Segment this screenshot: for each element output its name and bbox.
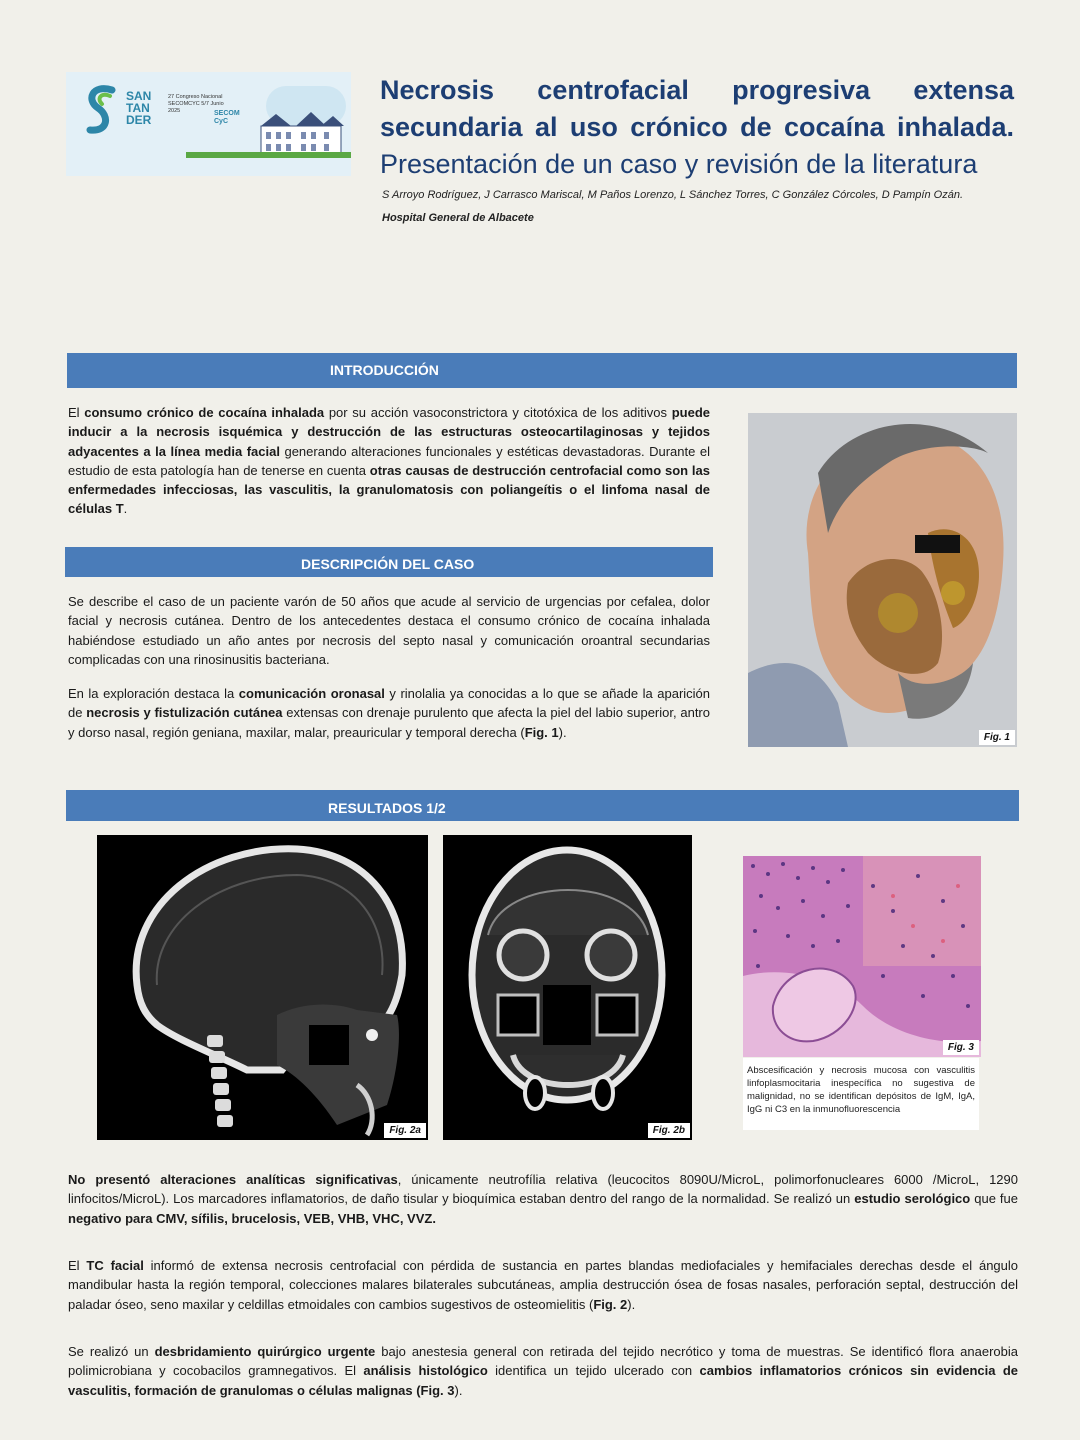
caso-paragraph-1: Se describe el caso de un paciente varón de 50 años que acude al servicio de urgencias por cefalea, dolor facial y necrosis cutánea. Dentro de los antecedentes destaca el consumo crónico de cocaína inhalada habiéndose estudiado un año antes por necrosis del septo nasal y comunicación oroantral secundarias complicadas con una rinosinusitis bacteriana. [68, 594, 710, 667]
results-paragraph-1: No presentó alteraciones analíticas significativas, únicamente neutrofília relativa (leucocitos 8090U/MicroL, polimorfonucleares 6000 /MicroL, 1290 linfocitos/MicroL). Los marcadores inflamatorios, de daño tisular y bioquímica estaban dentro del rango de la normalidad. Se realizó un estudio serológico que fue negativo para CMV, sífilis, brucelosis, VEB, VHB, VHC, VVZ. [68, 1172, 1018, 1226]
banner-society: SECOM CyC [214, 110, 240, 125]
fig2b-label: Fig. 2b [648, 1123, 690, 1138]
fig1-label: Fig. 1 [979, 730, 1015, 745]
poster-authors: S Arroyo Rodríguez, J Carrasco Mariscal, M Paños Lorenzo, L Sánchez Torres, C González Córcoles, D Pampín Ozán. [382, 189, 964, 201]
histology-illustration-icon [743, 856, 981, 1057]
banner-brand: SAN TAN DER [126, 89, 152, 127]
banner-congress: 27 Congreso Nacional SECOMCYC 5/7 Junio 2025 [168, 94, 224, 114]
poster-title: Necrosis centrofacial progresiva extensa secundaria al uso crónico de cocaína inhalada. [380, 75, 1014, 142]
poster-subtitle: Presentación de un caso y revisión de la literatura [380, 149, 978, 179]
sagittal-ct-illustration-icon [97, 835, 428, 1140]
banner-ribbon [186, 152, 351, 158]
figure-2b-coronal-ct [443, 835, 692, 1140]
figure-1-patient-photo [748, 413, 1017, 747]
section-title-resultados: RESULTADOS 1/2 [328, 800, 446, 816]
congress-logo-icon [82, 82, 122, 138]
patient-face-illustration-icon [748, 413, 1017, 747]
fig3-caption: Abscesificación y necrosis mucosa con vasculitis linfoplasmocitaria inespecífica no sugestiva de malignidad, no se identifican depósitos de IgM, IgA, IgG ni C3 en la inmunofluorescencia [743, 1058, 979, 1130]
figure-2a-sagittal-ct [97, 835, 428, 1140]
poster-hospital: Hospital General de Albacete [382, 212, 534, 224]
figure-3-histology [743, 856, 981, 1057]
results-paragraph-3: Se realizó un desbridamiento quirúrgico urgente bajo anestesia general con retirada del tejido necrótico y toma de muestras. Se identificó flora anaerobia polimicrobiana y cocobacilos gramnegativos. El análisis histológico identifica un tejido ulcerado con cambios inflamatorios crónicos sin evidencia de vasculitis, formación de granulomas o células malignas (Fig. 3). [68, 1344, 1018, 1398]
results-paragraph-2: El TC facial informó de extensa necrosis centrofacial con pérdida de sustancia en partes blandas mediofaciales y hemifaciales derechas desde el ángulo mandibular hasta la región temporal, colecciones malares bilaterales subcutáneas, amplia destrucción ósea de fosas nasales, perforación septal, destrucción del paladar óseo, seno maxilar y celdillas etmoidales con cambios sugestivos de osteomielitis (Fig. 2). [68, 1258, 1019, 1312]
coronal-ct-illustration-icon [443, 835, 692, 1140]
section-header-intro [67, 353, 1017, 388]
section-header-caso [65, 547, 713, 577]
caso-paragraph-2: En la exploración destaca la comunicación oronasal y rinolalia ya conocidas a lo que se añade la aparición de necrosis y fistulización cutánea extensas con drenaje purulento que afecta la piel del labio superior, antro y dorso nasal, región geniana, maxilar, malar, preauricular y temporal derecha (Fig. 1). [68, 686, 711, 740]
section-title-caso: DESCRIPCIÓN DEL CASO [301, 556, 475, 572]
section-header-resultados [66, 790, 1019, 821]
section-title-intro: INTRODUCCIÓN [330, 362, 439, 378]
palace-illustration-icon [256, 108, 346, 158]
intro-paragraph: El consumo crónico de cocaína inhalada por su acción vasoconstrictora y citotóxica de los aditivos puede inducir a la necrosis isquémica y destrucción de las estructuras osteocartilaginosas y tejidos adyacentes a la línea media facial generando alteraciones funcionales y estéticas devastadoras. Durante el estudio de esta patología han de tenerse en cuenta otras causas de destrucción centrofacial como son las enfermedades infecciosas, las vasculitis, la granulomatosis con poliangeítis o el linfoma nasal de células T. [68, 405, 711, 517]
fig2a-label: Fig. 2a [384, 1123, 426, 1138]
congress-banner [66, 72, 351, 176]
fig3-label: Fig. 3 [943, 1040, 979, 1055]
